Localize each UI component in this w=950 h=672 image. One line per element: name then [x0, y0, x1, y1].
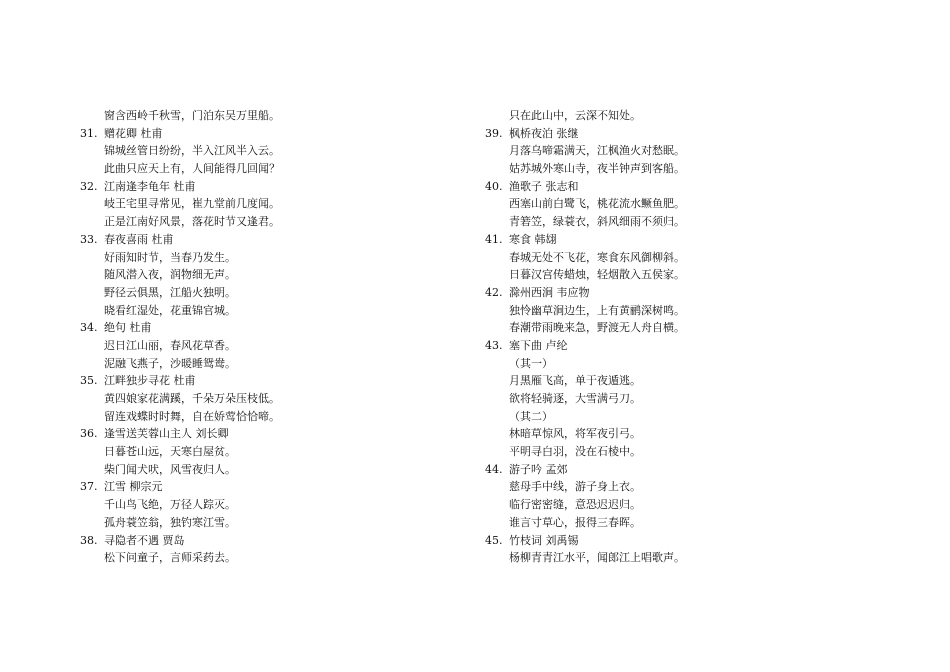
- poem-number: 41.: [485, 232, 503, 246]
- poem-title: 渔歌子 张志和: [509, 179, 579, 193]
- verse-text: 慈母手中线，游子身上衣。: [509, 480, 641, 494]
- poem-verse-line: [485, 249, 885, 267]
- poem-verse-line: [80, 249, 480, 267]
- poem-verse-line: [80, 213, 480, 231]
- verse-text: 松下问童子，言师采药去。: [104, 551, 236, 565]
- verse-text: 锦城丝管日纷纷，半入江风半入云。: [104, 144, 280, 158]
- poem-verse-line: [80, 461, 480, 479]
- poem-verse-line: [485, 425, 885, 443]
- verse-text: 好雨知时节，当春乃发生。: [104, 250, 236, 264]
- poem-title: 游子吟 孟郊: [509, 462, 568, 476]
- verse-text: （其二）: [509, 409, 553, 423]
- poem-title-line: [485, 532, 885, 550]
- verse-text: 春潮带雨晚来急，野渡无人舟自横。: [509, 321, 685, 335]
- poem-title: 滁州西涧 韦应物: [509, 285, 590, 299]
- verse-text: 柴门闻犬吠，风雪夜归人。: [104, 462, 236, 476]
- poem-number: 33.: [80, 232, 98, 246]
- poem-verse-line: [485, 496, 885, 514]
- poem-verse-line: [485, 319, 885, 337]
- poem-title-line: [80, 532, 480, 550]
- poem-number: 31.: [80, 126, 98, 140]
- verse-text: 晓看红湿处，花重锦官城。: [104, 303, 236, 317]
- verse-text: 谁言寸草心，报得三春晖。: [509, 515, 641, 529]
- poem-title-line: [80, 231, 480, 249]
- poem-title: 绝句 杜甫: [104, 321, 152, 335]
- poem-title: 江南逢李龟年 杜甫: [104, 179, 196, 193]
- poem-verse-line: [80, 496, 480, 514]
- poem-verse-line: [485, 302, 885, 320]
- poem-verse-line: [80, 337, 480, 355]
- verse-text: 野径云俱黑，江船火独明。: [104, 285, 236, 299]
- poem-verse-line: [485, 195, 885, 213]
- poem-verse-line: [485, 443, 885, 461]
- poem-number: 43.: [485, 338, 503, 352]
- poem-verse-line: [485, 142, 885, 160]
- poem-verse-line: [80, 549, 480, 567]
- verse-text: 只在此山中，云深不知处。: [509, 109, 641, 122]
- poem-title-line: [80, 372, 480, 390]
- verse-text: 春城无处不飞花，寒食东风御柳斜。: [509, 250, 685, 264]
- poem-number: 42.: [485, 285, 503, 299]
- verse-text: 青箬笠，绿蓑衣，斜风细雨不须归。: [509, 215, 685, 229]
- poem-verse-line: [485, 408, 885, 426]
- verse-text: 临行密密缝，意恐迟迟归。: [509, 498, 641, 512]
- poem-verse-line: [80, 514, 480, 532]
- poem-title-line: [485, 125, 885, 143]
- verse-text: 林暗草惊风，将军夜引弓。: [509, 427, 641, 441]
- verse-text: 随风潜入夜，润物细无声。: [104, 268, 236, 282]
- poem-verse-line: [80, 355, 480, 373]
- left-column: [80, 107, 480, 567]
- right-column: [485, 107, 885, 567]
- poem-number: 36.: [80, 427, 98, 441]
- poem-title-line: [80, 478, 480, 496]
- poem-verse-line: [485, 213, 885, 231]
- poem-title-line: [485, 178, 885, 196]
- poem-verse-line: [80, 302, 480, 320]
- poem-title: 江畔独步寻花 杜甫: [104, 374, 196, 388]
- poem-title-line: [485, 284, 885, 302]
- verse-text: 西塞山前白鹭飞，桃花流水鳜鱼肥。: [509, 197, 685, 211]
- poem-title: 江雪 柳宗元: [104, 480, 163, 494]
- verse-text: 月黑雁飞高，单于夜遁逃。: [509, 374, 641, 388]
- poem-title-line: [80, 125, 480, 143]
- poem-title-line: [80, 178, 480, 196]
- poem-number: 37.: [80, 480, 98, 494]
- poem-verse-line: [485, 266, 885, 284]
- poem-title-line: [80, 319, 480, 337]
- verse-text: 窗含西岭千秋雪，门泊东吴万里船。: [104, 109, 280, 122]
- poem-number: 38.: [80, 533, 98, 547]
- poem-verse-line: [485, 372, 885, 390]
- poem-verse-line: [485, 514, 885, 532]
- poem-verse-line: [80, 195, 480, 213]
- verse-text: 独怜幽草涧边生，上有黄鹂深树鸣。: [509, 303, 685, 317]
- poem-verse-line: [485, 160, 885, 178]
- poem-number: 39.: [485, 126, 503, 140]
- poem-title-line: [80, 425, 480, 443]
- poem-verse-line: [485, 478, 885, 496]
- poem-title: 春夜喜雨 杜甫: [104, 232, 174, 246]
- poem-title-line: [485, 461, 885, 479]
- verse-text: 平明寻白羽，没在石棱中。: [509, 445, 641, 459]
- poem-number: 40.: [485, 179, 503, 193]
- verse-text: （其一）: [509, 356, 553, 370]
- poem-verse-line: [80, 443, 480, 461]
- poem-number: 34.: [80, 321, 98, 335]
- verse-text: 千山鸟飞绝，万径人踪灭。: [104, 498, 236, 512]
- poem-verse-line: [485, 390, 885, 408]
- poem-verse-line: [80, 390, 480, 408]
- verse-text: 孤舟蓑笠翁，独钓寒江雪。: [104, 515, 236, 529]
- poem-title-line: [485, 337, 885, 355]
- poem-title-line: [485, 231, 885, 249]
- poem-title: 赠花卿 杜甫: [104, 126, 163, 140]
- poem-title: 逢雪送芙蓉山主人 刘长卿: [104, 427, 229, 441]
- poem-number: 32.: [80, 179, 98, 193]
- verse-text: 留连戏蝶时时舞，自在娇莺恰恰啼。: [104, 409, 280, 423]
- poem-verse-line: [485, 549, 885, 567]
- poem-verse-line: [80, 107, 480, 125]
- poem-title: 塞下曲 卢纶: [509, 338, 568, 352]
- poem-verse-line: [80, 160, 480, 178]
- verse-text: 黄四娘家花满蹊，千朵万朵压枝低。: [104, 392, 280, 405]
- verse-text: 岐王宅里寻常见，崔九堂前几度闻。: [104, 197, 280, 211]
- poem-title: 竹枝词 刘禹锡: [509, 533, 579, 547]
- poem-verse-line: [80, 408, 480, 426]
- verse-text: 月落乌啼霜满天，江枫渔火对愁眠。: [509, 144, 685, 158]
- verse-text: 此曲只应天上有，人间能得几回闻？: [104, 162, 280, 176]
- poem-verse-line: [80, 142, 480, 160]
- poem-verse-line: [80, 266, 480, 284]
- verse-text: 日暮汉宫传蜡烛，轻烟散入五侯家。: [509, 268, 685, 282]
- verse-text: 迟日江山丽，春风花草香。: [104, 338, 236, 352]
- poem-title: 枫桥夜泊 张继: [509, 126, 579, 140]
- poem-title: 寻隐者不遇 贾岛: [104, 533, 185, 547]
- verse-text: 姑苏城外寒山寺，夜半钟声到客船。: [509, 162, 685, 176]
- verse-text: 日暮苍山远，天寒白屋贫。: [104, 445, 236, 459]
- poem-verse-line: [80, 284, 480, 302]
- poem-number: 35.: [80, 374, 98, 388]
- verse-text: 欲将轻骑逐，大雪满弓刀。: [509, 392, 641, 405]
- poem-title: 寒食 韩翃: [509, 232, 557, 246]
- poem-number: 44.: [485, 462, 503, 476]
- poem-verse-line: [485, 355, 885, 373]
- poem-verse-line: [485, 107, 885, 125]
- verse-text: 正是江南好风景，落花时节又逢君。: [104, 215, 280, 229]
- verse-text: 杨柳青青江水平，闻郎江上唱歌声。: [509, 551, 685, 565]
- poem-number: 45.: [485, 533, 503, 547]
- verse-text: 泥融飞燕子，沙暖睡鸳鸯。: [104, 356, 236, 370]
